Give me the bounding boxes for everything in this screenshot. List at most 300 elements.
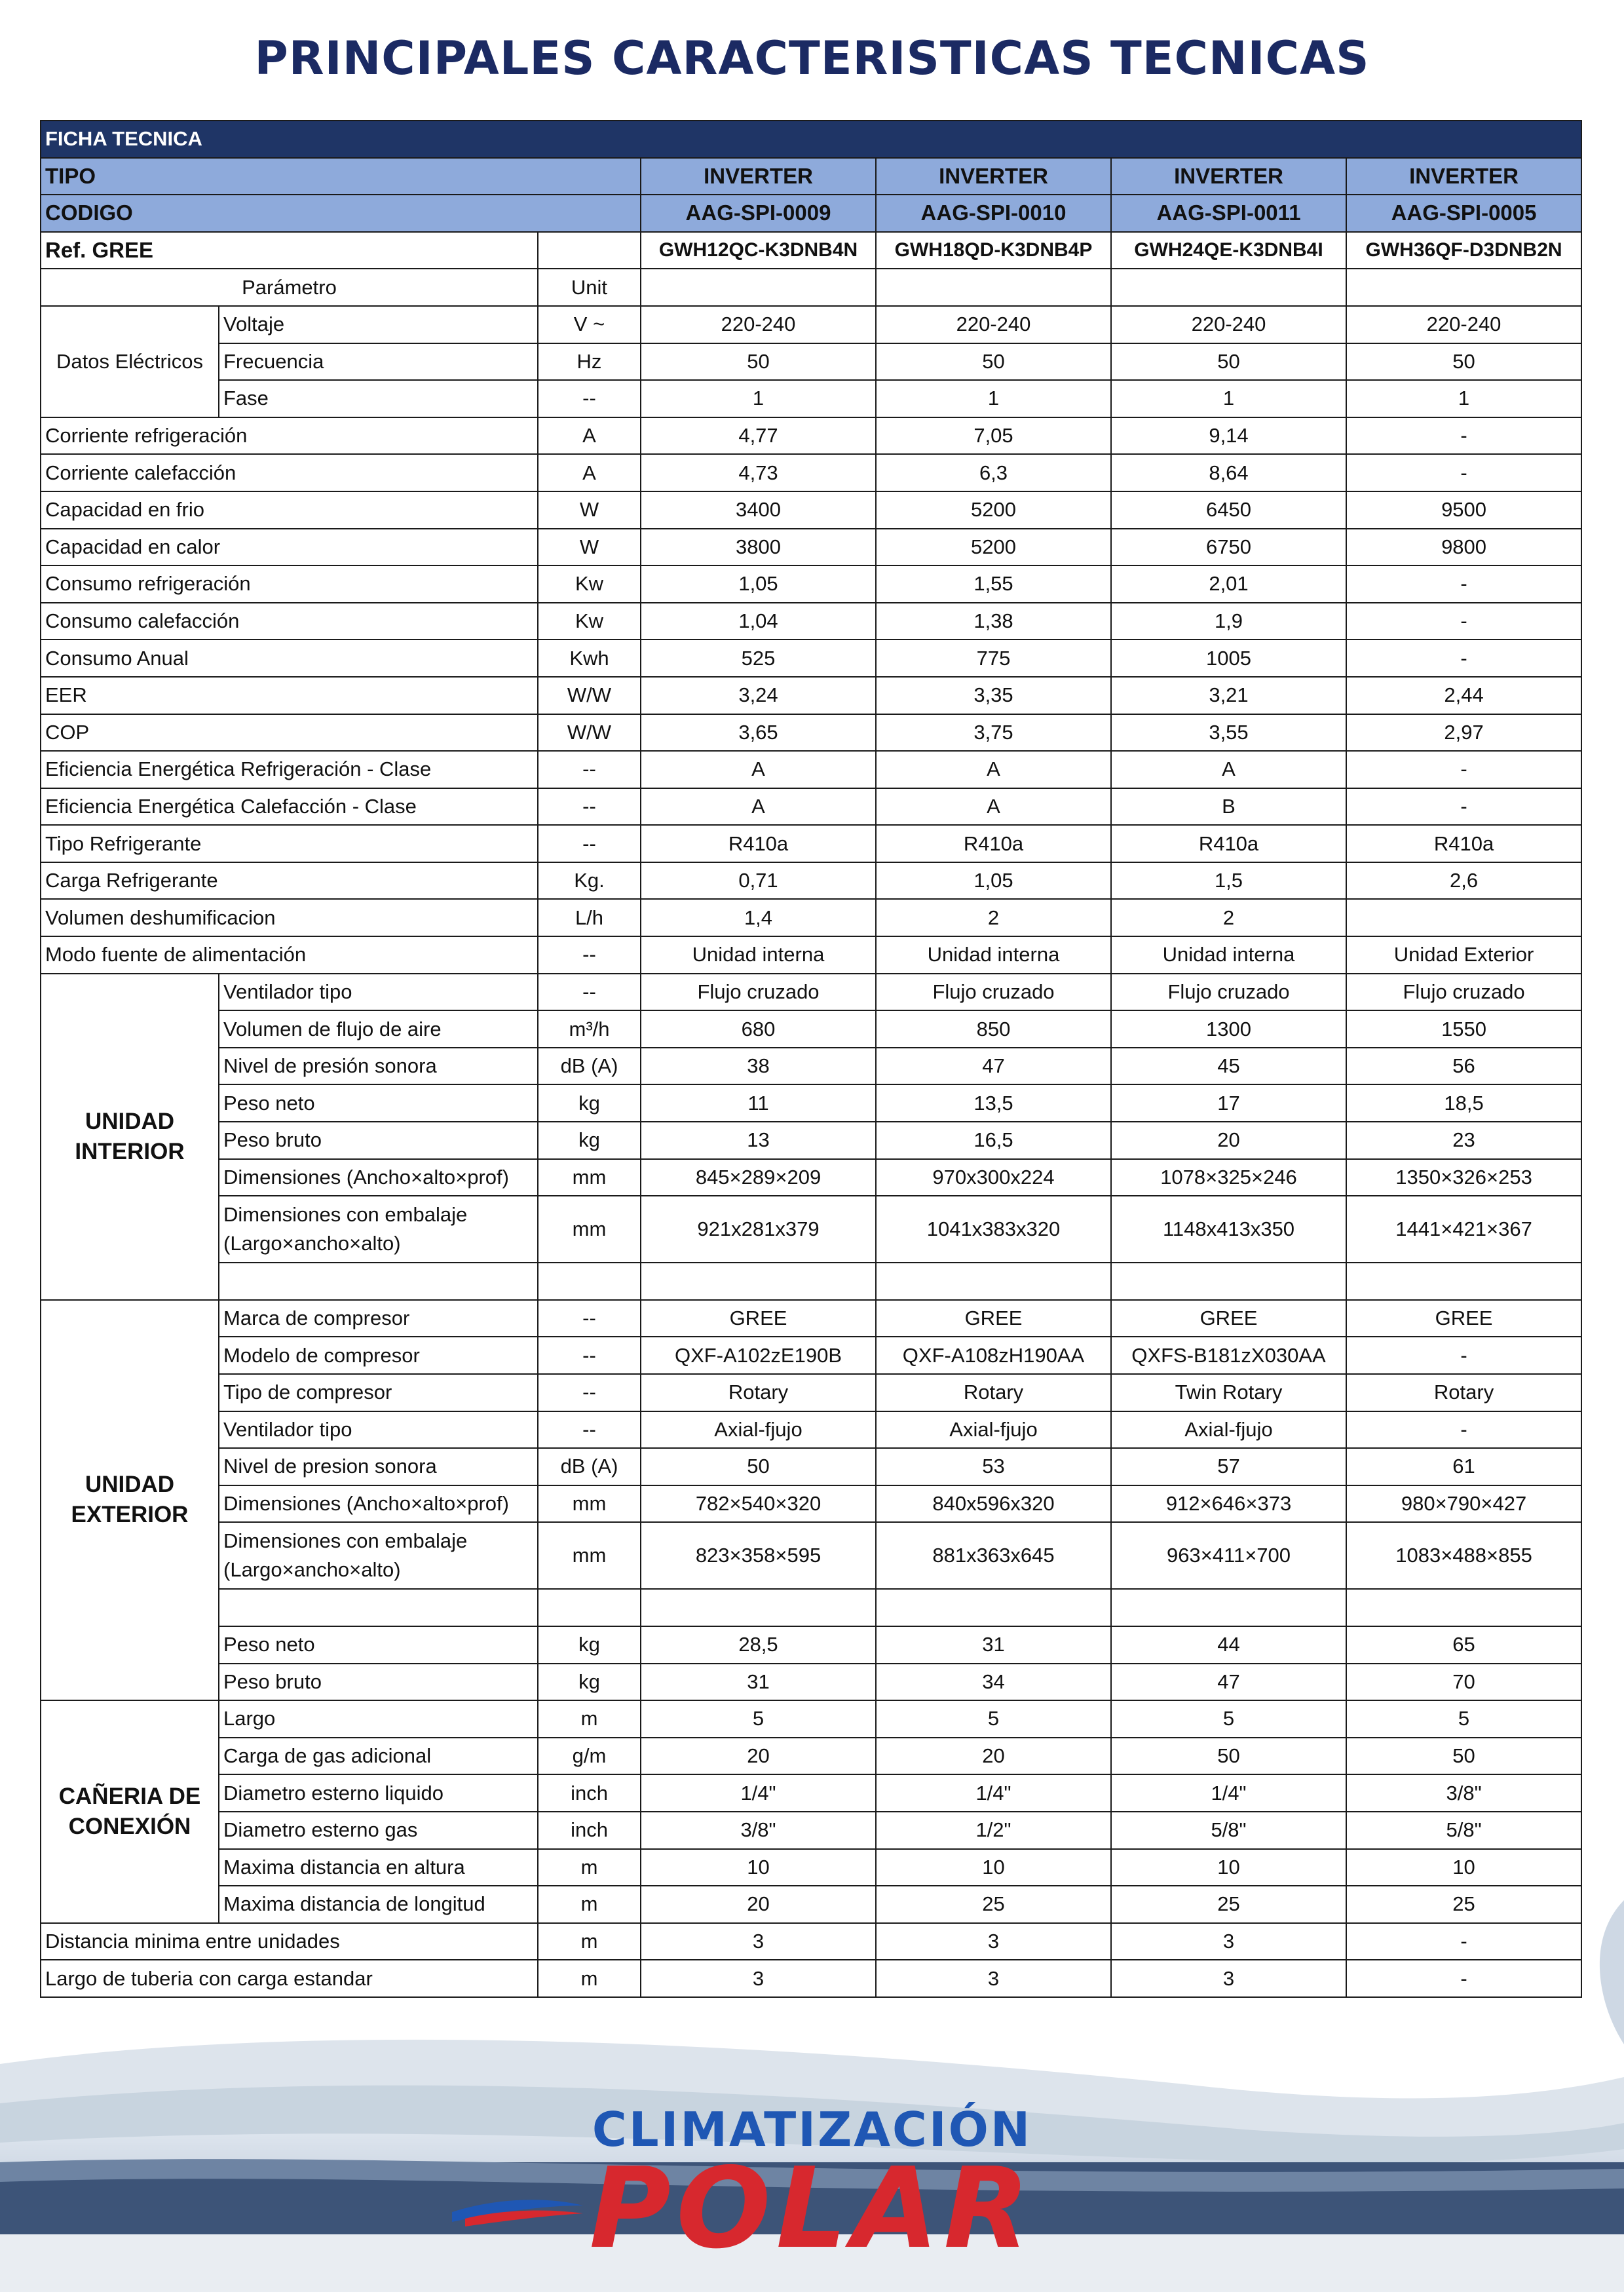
value-cell: 921x281x379 (641, 1196, 876, 1263)
table-row (41, 491, 1581, 529)
value-cell: A (1111, 751, 1346, 788)
value-cell: 1/4" (1111, 1774, 1346, 1812)
value-cell: 18,5 (1346, 1084, 1581, 1122)
param-label: Marca de compresor (219, 1300, 538, 1337)
param-label: Ventilador tipo (219, 974, 538, 1011)
table-row (41, 1485, 1581, 1523)
value-cell: 20 (641, 1738, 876, 1775)
value-cell: 680 (641, 1010, 876, 1048)
unit-cell: kg (538, 1122, 641, 1159)
value-cell: 20 (641, 1886, 876, 1923)
value-cell: A (641, 788, 876, 826)
value-cell: 7,05 (876, 417, 1111, 455)
table-row (41, 1122, 1581, 1159)
unit-cell: A (538, 454, 641, 491)
param-header: Parámetro (41, 269, 538, 306)
value-cell: 47 (1111, 1664, 1346, 1701)
codigo-row (41, 195, 1581, 232)
value-cell: 2 (876, 899, 1111, 936)
value-cell: 50 (1111, 1738, 1346, 1775)
param-label: Peso bruto (219, 1122, 538, 1159)
value-cell: 1,04 (641, 603, 876, 640)
value-cell: 3400 (641, 491, 876, 529)
value-cell: 220-240 (876, 306, 1111, 343)
value-cell: 3,65 (641, 714, 876, 752)
param-label: Dimensiones con embalaje (Largo×ancho×alto) (219, 1522, 538, 1589)
value-cell: 50 (641, 343, 876, 381)
value-cell: 970x300x224 (876, 1159, 1111, 1196)
value-cell: 525 (641, 640, 876, 677)
value-cell: 845×289×209 (641, 1159, 876, 1196)
parameter-header-row (41, 269, 1581, 306)
value-cell: 3,75 (876, 714, 1111, 752)
empty-cell (1111, 269, 1346, 306)
param-label: Peso bruto (219, 1664, 538, 1701)
value-cell: 2,01 (1111, 565, 1346, 603)
value-cell: A (641, 751, 876, 788)
value-cell: R410a (1111, 825, 1346, 862)
param-label: Tipo de compresor (219, 1374, 538, 1411)
value-cell: 1,9 (1111, 603, 1346, 640)
table-row (41, 936, 1581, 974)
value-cell: QXFS-B181zX030AA (1111, 1337, 1346, 1374)
value-cell: 5 (876, 1700, 1111, 1738)
value-cell: 13,5 (876, 1084, 1111, 1122)
table-row (41, 640, 1581, 677)
param-label: Eficiencia Energética Calefacción - Clase (41, 788, 538, 826)
empty-cell (876, 269, 1111, 306)
value-cell: 44 (1111, 1626, 1346, 1664)
param-label: Peso neto (219, 1626, 538, 1664)
table-row (41, 788, 1581, 826)
value-cell: A (876, 751, 1111, 788)
value-cell: 5 (641, 1700, 876, 1738)
empty-cell (641, 269, 876, 306)
value-cell: 3 (641, 1960, 876, 1997)
table-row (41, 1337, 1581, 1374)
codigo-value: AAG-SPI-0005 (1346, 195, 1581, 232)
value-cell: 4,77 (641, 417, 876, 455)
value-cell: 65 (1346, 1626, 1581, 1664)
value-cell: 3800 (641, 529, 876, 566)
value-cell: 2 (1111, 899, 1346, 936)
value-cell: 3 (876, 1923, 1111, 1960)
value-cell: 1078×325×246 (1111, 1159, 1346, 1196)
value-cell: 6,3 (876, 454, 1111, 491)
value-cell: 5/8" (1111, 1812, 1346, 1849)
value-cell: 50 (641, 1448, 876, 1485)
param-label: Capacidad en frio (41, 491, 538, 529)
company-logo (0, 2102, 1624, 2274)
table-row (41, 529, 1581, 566)
param-label: Dimensiones (Ancho×alto×prof) (219, 1159, 538, 1196)
unit-cell: -- (538, 751, 641, 788)
ref-row (41, 232, 1581, 269)
value-cell: Flujo cruzado (1111, 974, 1346, 1011)
param-label (219, 1263, 538, 1300)
codigo-value: AAG-SPI-0011 (1111, 195, 1346, 232)
table-row (41, 1960, 1581, 1997)
tipo-value: INVERTER (876, 158, 1111, 195)
value-cell: 20 (1111, 1122, 1346, 1159)
table-row (41, 603, 1581, 640)
value-cell: Flujo cruzado (641, 974, 876, 1011)
param-label: Maxima distancia en altura (219, 1849, 538, 1886)
ref-model: GWH18QD-K3DNB4P (876, 232, 1111, 269)
table-row (41, 343, 1581, 381)
value-cell: 16,5 (876, 1122, 1111, 1159)
value-cell: R410a (1346, 825, 1581, 862)
value-cell: 3 (641, 1923, 876, 1960)
value-cell: Unidad interna (876, 936, 1111, 974)
value-cell: Rotary (876, 1374, 1111, 1411)
value-cell: 8,64 (1111, 454, 1346, 491)
table-row (41, 417, 1581, 455)
unit-cell: m³/h (538, 1010, 641, 1048)
value-cell: Unidad Exterior (1346, 936, 1581, 974)
value-cell: Axial-fjujo (1111, 1411, 1346, 1449)
value-cell: 840x596x320 (876, 1485, 1111, 1523)
value-cell: 1350×326×253 (1346, 1159, 1581, 1196)
table-row (41, 974, 1581, 1011)
value-cell: Axial-fjujo (641, 1411, 876, 1449)
unit-cell: kg (538, 1626, 641, 1664)
value-cell: GREE (1346, 1300, 1581, 1337)
table-row (41, 1923, 1581, 1960)
param-label: Maxima distancia de longitud (219, 1886, 538, 1923)
value-cell: 1 (876, 380, 1111, 417)
unit-cell: inch (538, 1774, 641, 1812)
value-cell: 1300 (1111, 1010, 1346, 1048)
table-row (41, 1010, 1581, 1048)
value-cell: Unidad interna (1111, 936, 1346, 974)
value-cell (641, 1263, 876, 1300)
spec-table (40, 120, 1582, 1998)
unit-cell: mm (538, 1485, 641, 1523)
value-cell: R410a (641, 825, 876, 862)
value-cell: 775 (876, 640, 1111, 677)
value-cell: 912×646×373 (1111, 1485, 1346, 1523)
param-label: Consumo Anual (41, 640, 538, 677)
table-row (41, 1374, 1581, 1411)
value-cell (1111, 1263, 1346, 1300)
param-label: Diametro esterno gas (219, 1812, 538, 1849)
value-cell: 3 (876, 1960, 1111, 1997)
value-cell: 1005 (1111, 640, 1346, 677)
table-row (41, 1626, 1581, 1664)
unit-cell: L/h (538, 899, 641, 936)
value-cell: 11 (641, 1084, 876, 1122)
value-cell: 6450 (1111, 491, 1346, 529)
unit-cell: mm (538, 1522, 641, 1589)
unit-cell: mm (538, 1196, 641, 1263)
value-cell: 963×411×700 (1111, 1522, 1346, 1589)
unit-cell: W/W (538, 714, 641, 752)
value-cell: GREE (1111, 1300, 1346, 1337)
value-cell: 220-240 (641, 306, 876, 343)
unit-header: Unit (538, 269, 641, 306)
value-cell: 53 (876, 1448, 1111, 1485)
electric-group-label: Datos Eléctricos (41, 306, 219, 417)
value-cell: 220-240 (1111, 306, 1346, 343)
value-cell: 4,73 (641, 454, 876, 491)
value-cell: Rotary (641, 1374, 876, 1411)
value-cell: - (1346, 1337, 1581, 1374)
value-cell: B (1111, 788, 1346, 826)
unit-cell: -- (538, 936, 641, 974)
value-cell: A (876, 788, 1111, 826)
value-cell: 1041x383x320 (876, 1196, 1111, 1263)
value-cell: 1,4 (641, 899, 876, 936)
param-label: Diametro esterno liquido (219, 1774, 538, 1812)
value-cell (1111, 1589, 1346, 1626)
param-label: Ventilador tipo (219, 1411, 538, 1449)
unit-cell: kg (538, 1664, 641, 1701)
param-label: Eficiencia Energética Refrigeración - Clase (41, 751, 538, 788)
value-cell: 3 (1111, 1923, 1346, 1960)
param-label: Carga de gas adicional (219, 1738, 538, 1775)
param-label: Corriente calefacción (41, 454, 538, 491)
value-cell: 823×358×595 (641, 1522, 876, 1589)
param-label: Largo de tuberia con carga estandar (41, 1960, 538, 1997)
param-label: Frecuencia (219, 343, 538, 381)
unit-cell: m (538, 1886, 641, 1923)
param-label: Carga Refrigerante (41, 862, 538, 900)
param-label: Volumen deshumificacion (41, 899, 538, 936)
value-cell: 980×790×427 (1346, 1485, 1581, 1523)
ref-model: GWH36QF-D3DNB2N (1346, 232, 1581, 269)
exterior-group-label: UNIDAD EXTERIOR (41, 1300, 219, 1700)
unit-cell: m (538, 1849, 641, 1886)
table-row (41, 1263, 1581, 1300)
value-cell: Flujo cruzado (876, 974, 1111, 1011)
unit-cell: Kw (538, 603, 641, 640)
value-cell: 3,21 (1111, 677, 1346, 714)
table-row (41, 1774, 1581, 1812)
table-row (41, 862, 1581, 900)
unit-cell: A (538, 417, 641, 455)
unit-cell: g/m (538, 1738, 641, 1775)
codigo-value: AAG-SPI-0010 (876, 195, 1111, 232)
value-cell: 10 (1111, 1849, 1346, 1886)
unit-cell: Hz (538, 343, 641, 381)
ref-model: GWH24QE-K3DNB4I (1111, 232, 1346, 269)
param-label: Peso neto (219, 1084, 538, 1122)
value-cell: 34 (876, 1664, 1111, 1701)
unit-cell: Kwh (538, 640, 641, 677)
unit-cell: -- (538, 974, 641, 1011)
value-cell: 45 (1111, 1048, 1346, 1085)
value-cell: 1/4" (641, 1774, 876, 1812)
value-cell: 881x363x645 (876, 1522, 1111, 1589)
unit-cell: kg (538, 1084, 641, 1122)
value-cell: 10 (876, 1849, 1111, 1886)
value-cell: 5200 (876, 529, 1111, 566)
unit-cell: -- (538, 788, 641, 826)
value-cell: Rotary (1346, 1374, 1581, 1411)
value-cell: 1550 (1346, 1010, 1581, 1048)
param-label: Consumo refrigeración (41, 565, 538, 603)
value-cell: Flujo cruzado (1346, 974, 1581, 1011)
table-row (41, 1411, 1581, 1449)
param-label: COP (41, 714, 538, 752)
param-label: Nivel de presión sonora (219, 1048, 538, 1085)
unit-cell (538, 1589, 641, 1626)
table-row (41, 1700, 1581, 1738)
value-cell: GREE (876, 1300, 1111, 1337)
value-cell: 50 (876, 343, 1111, 381)
value-cell: 1,55 (876, 565, 1111, 603)
param-label: Capacidad en calor (41, 529, 538, 566)
value-cell: - (1346, 788, 1581, 826)
value-cell: 3/8" (1346, 1774, 1581, 1812)
table-row (41, 1300, 1581, 1337)
value-cell: 5 (1111, 1700, 1346, 1738)
value-cell: Axial-fjujo (876, 1411, 1111, 1449)
table-row (41, 677, 1581, 714)
value-cell: 1,5 (1111, 862, 1346, 900)
value-cell: 1/4" (876, 1774, 1111, 1812)
empty-cell (1346, 269, 1581, 306)
table-row (41, 1048, 1581, 1085)
unit-cell: inch (538, 1812, 641, 1849)
value-cell: 47 (876, 1048, 1111, 1085)
value-cell: 28,5 (641, 1626, 876, 1664)
ref-unit-empty (538, 232, 641, 269)
value-cell: - (1346, 640, 1581, 677)
value-cell: 2,44 (1346, 677, 1581, 714)
unit-cell: -- (538, 1300, 641, 1337)
table-row (41, 751, 1581, 788)
param-label: Nivel de presion sonora (219, 1448, 538, 1485)
ref-model: GWH12QC-K3DNB4N (641, 232, 876, 269)
unit-cell: W (538, 491, 641, 529)
unit-cell: Kw (538, 565, 641, 603)
value-cell: - (1346, 603, 1581, 640)
value-cell: 70 (1346, 1664, 1581, 1701)
param-label: Dimensiones con embalaje (Largo×ancho×alto) (219, 1196, 538, 1263)
value-cell: 850 (876, 1010, 1111, 1048)
logo-bottom-text (589, 2144, 1035, 2274)
table-row (41, 1159, 1581, 1196)
value-cell: - (1346, 751, 1581, 788)
value-cell: 2,6 (1346, 862, 1581, 900)
value-cell: 50 (1111, 343, 1346, 381)
value-cell: 9800 (1346, 529, 1581, 566)
value-cell (1346, 1589, 1581, 1626)
value-cell (1346, 899, 1581, 936)
value-cell: 0,71 (641, 862, 876, 900)
value-cell: 1,05 (876, 862, 1111, 900)
value-cell: 1083×488×855 (1346, 1522, 1581, 1589)
value-cell: 1 (1346, 380, 1581, 417)
value-cell: 3,24 (641, 677, 876, 714)
tipo-value: INVERTER (641, 158, 876, 195)
value-cell: - (1346, 565, 1581, 603)
value-cell: - (1346, 1960, 1581, 1997)
unit-cell: m (538, 1923, 641, 1960)
param-label: Tipo Refrigerante (41, 825, 538, 862)
value-cell: 31 (876, 1626, 1111, 1664)
value-cell: QXF-A102zE190B (641, 1337, 876, 1374)
value-cell: 50 (1346, 1738, 1581, 1775)
value-cell: 1,38 (876, 603, 1111, 640)
table-row (41, 714, 1581, 752)
value-cell: 17 (1111, 1084, 1346, 1122)
value-cell: 3/8" (641, 1812, 876, 1849)
value-cell (641, 1589, 876, 1626)
logo-top-text: CLIMATIZACIÓN (592, 2102, 1032, 2157)
codigo-value: AAG-SPI-0009 (641, 195, 876, 232)
param-label: Corriente refrigeración (41, 417, 538, 455)
unit-cell: Kg. (538, 862, 641, 900)
table-row (41, 454, 1581, 491)
param-label: Distancia minima entre unidades (41, 1923, 538, 1960)
unit-cell: m (538, 1700, 641, 1738)
value-cell: GREE (641, 1300, 876, 1337)
tipo-row (41, 158, 1581, 195)
table-row (41, 1812, 1581, 1849)
param-label: Voltaje (219, 306, 538, 343)
unit-cell: -- (538, 1337, 641, 1374)
value-cell: 5200 (876, 491, 1111, 529)
table-row (41, 1448, 1581, 1485)
value-cell: 50 (1346, 343, 1581, 381)
table-row (41, 1196, 1581, 1263)
table-row (41, 1738, 1581, 1775)
value-cell: Twin Rotary (1111, 1374, 1346, 1411)
value-cell: 3,55 (1111, 714, 1346, 752)
unit-cell: W (538, 529, 641, 566)
ficha-header-row (41, 121, 1581, 158)
table-row (41, 1084, 1581, 1122)
value-cell: 6750 (1111, 529, 1346, 566)
table-row (41, 380, 1581, 417)
table-row (41, 1664, 1581, 1701)
ref-label: Ref. GREE (41, 232, 538, 269)
table-row (41, 1849, 1581, 1886)
value-cell (1346, 1263, 1581, 1300)
table-row (41, 1886, 1581, 1923)
unit-cell: mm (538, 1159, 641, 1196)
table-row (41, 306, 1581, 343)
table-row (41, 1589, 1581, 1626)
page-title: PRINCIPALES CARACTERISTICAS TECNICAS (254, 31, 1370, 85)
codigo-label: CODIGO (41, 195, 641, 232)
value-cell: 5 (1346, 1700, 1581, 1738)
value-cell: 1 (641, 380, 876, 417)
logo-swoosh-icon (452, 2186, 583, 2232)
value-cell: 3,35 (876, 677, 1111, 714)
value-cell: R410a (876, 825, 1111, 862)
param-label: Modo fuente de alimentación (41, 936, 538, 974)
value-cell: 3 (1111, 1960, 1346, 1997)
value-cell (876, 1263, 1111, 1300)
unit-cell: m (538, 1960, 641, 1997)
value-cell: 2,97 (1346, 714, 1581, 752)
unit-cell: -- (538, 1374, 641, 1411)
value-cell: - (1346, 454, 1581, 491)
value-cell: 20 (876, 1738, 1111, 1775)
value-cell: 23 (1346, 1122, 1581, 1159)
value-cell: 25 (876, 1886, 1111, 1923)
value-cell: 9,14 (1111, 417, 1346, 455)
table-row (41, 565, 1581, 603)
unit-cell (538, 1263, 641, 1300)
value-cell: Unidad interna (641, 936, 876, 974)
unit-cell: -- (538, 380, 641, 417)
piping-group-label: CAÑERIA DE CONEXIÓN (41, 1700, 219, 1923)
